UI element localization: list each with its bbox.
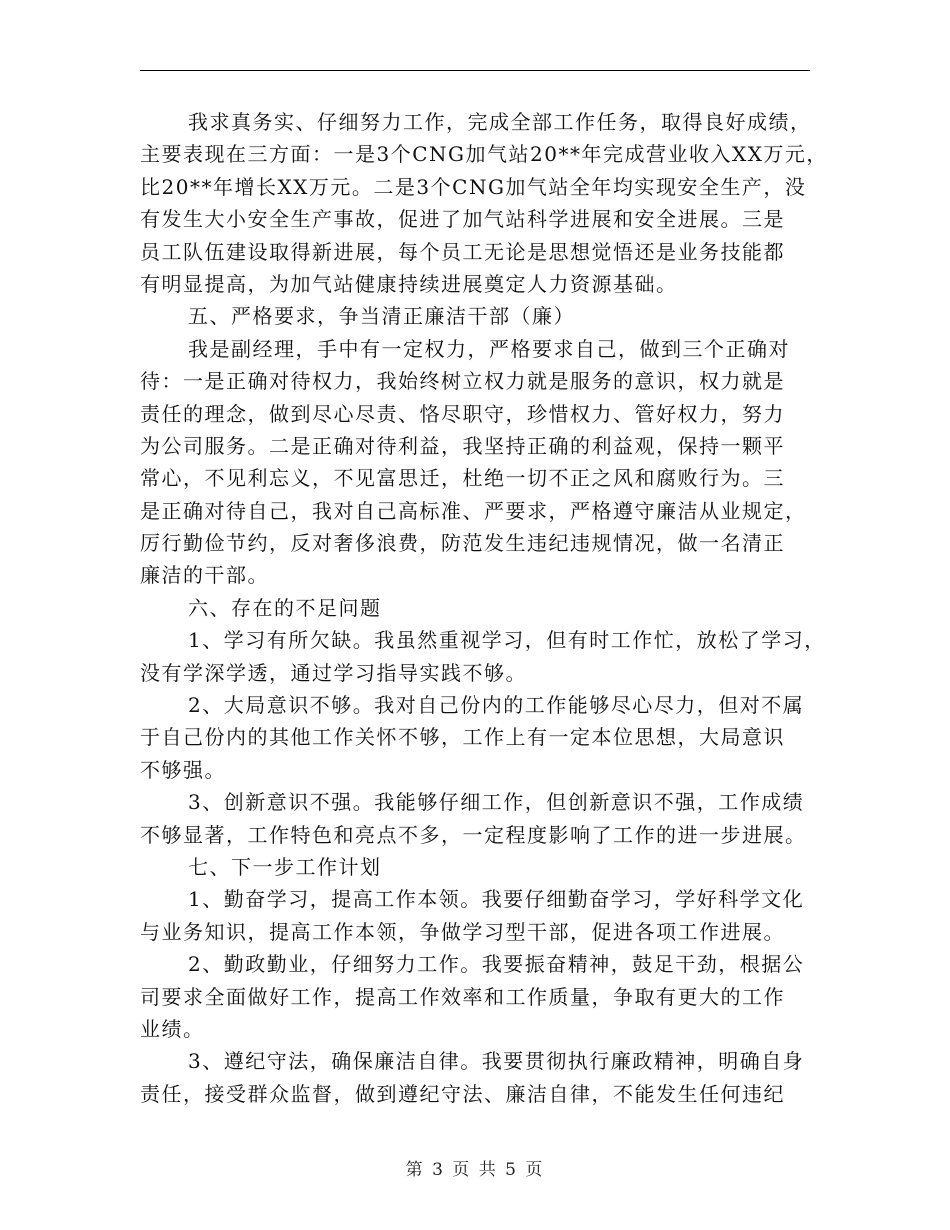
text-line: 廉洁的干部。 xyxy=(140,563,269,588)
text-line: 业绩。 xyxy=(140,1016,205,1041)
text-line: 主要表现在三方面：一是3个CNG加气站20**年完成营业收入XX万元， xyxy=(140,142,828,167)
header-rule xyxy=(140,70,810,71)
text-line: 七、下一步工作计划 xyxy=(188,854,382,879)
text-line: 2、大局意识不够。我对自己份内的工作能够尽心尽力，但对不属 xyxy=(188,693,805,718)
text-line: 五、严格要求，争当清正廉洁干部（廉） xyxy=(188,304,575,329)
text-line: 1、学习有所欠缺。我虽然重视学习，但有时工作忙，放松了学习， xyxy=(188,628,826,653)
document-body xyxy=(140,106,828,1110)
text-line: 是正确对待自己，我对自己高标准、严要求，严格遵守廉洁从业规定， xyxy=(140,498,807,523)
text-line: 不够显著，工作特色和亮点不多，一定程度影响了工作的进一步进展。 xyxy=(140,822,807,847)
text-line: 六、存在的不足问题 xyxy=(188,595,382,620)
text-line: 员工队伍建设取得新进展，每个员工无论是思想觉悟还是业务技能都 xyxy=(140,239,785,264)
text-line: 责任的理念，做到尽心尽责、恪尽职守，珍惜权力、管好权力，努力 xyxy=(140,401,785,426)
text-line: 比20**年增长XX万元。二是3个CNG加气站全年均实现安全生产，没 xyxy=(140,174,807,199)
text-line: 于自己份内的其他工作关怀不够，工作上有一定本位思想，大局意识 xyxy=(140,725,785,750)
text-line: 1、勤奋学习，提高工作本领。我要仔细勤奋学习，学好科学文化 xyxy=(188,887,805,912)
page-footer: 第 3 页 共 5 页 xyxy=(405,1160,545,1180)
text-line: 有发生大小安全生产事故，促进了加气站科学进展和安全进展。三是 xyxy=(140,207,785,232)
text-line: 厉行勤俭节约，反对奢侈浪费，防范发生违纪违规情况，做一名清正 xyxy=(140,531,785,556)
text-line: 3、创新意识不强。我能够仔细工作，但创新意识不强，工作成绩 xyxy=(188,790,805,815)
text-line: 责任，接受群众监督，做到遵纪守法、廉洁自律，不能发生任何违纪 xyxy=(140,1081,785,1106)
text-line: 3、遵纪守法，确保廉洁自律。我要贯彻执行廉政精神，明确自身 xyxy=(188,1049,805,1074)
text-line: 与业务知识，提高工作本领，争做学习型干部，促进各项工作进展。 xyxy=(140,919,785,944)
text-line: 不够强。 xyxy=(140,757,226,782)
text-line: 我求真务实、仔细努力工作，完成全部工作任务，取得良好成绩， xyxy=(188,110,812,134)
text-line: 待：一是正确对待权力，我始终树立权力就是服务的意识，权力就是 xyxy=(140,369,785,394)
text-line: 司要求全面做好工作，提高工作效率和工作质量，争取有更大的工作 xyxy=(140,984,785,1009)
text-line: 没有学深学透，通过学习指导实践不够。 xyxy=(140,660,527,685)
text-line: 为公司服务。二是正确对待利益，我坚持正确的利益观，保持一颗平 xyxy=(140,433,785,458)
text-line: 有明显提高，为加气站健康持续进展奠定人力资源基础。 xyxy=(140,271,678,296)
text-line: 常心，不见利忘义，不见富思迁，杜绝一切不正之风和腐败行为。三 xyxy=(140,466,785,491)
text-line: 我是副经理，手中有一定权力，严格要求自己，做到三个正确对 xyxy=(188,336,790,361)
text-line: 2、勤政勤业，仔细努力工作。我要振奋精神，鼓足干劲，根据公 xyxy=(188,952,805,977)
